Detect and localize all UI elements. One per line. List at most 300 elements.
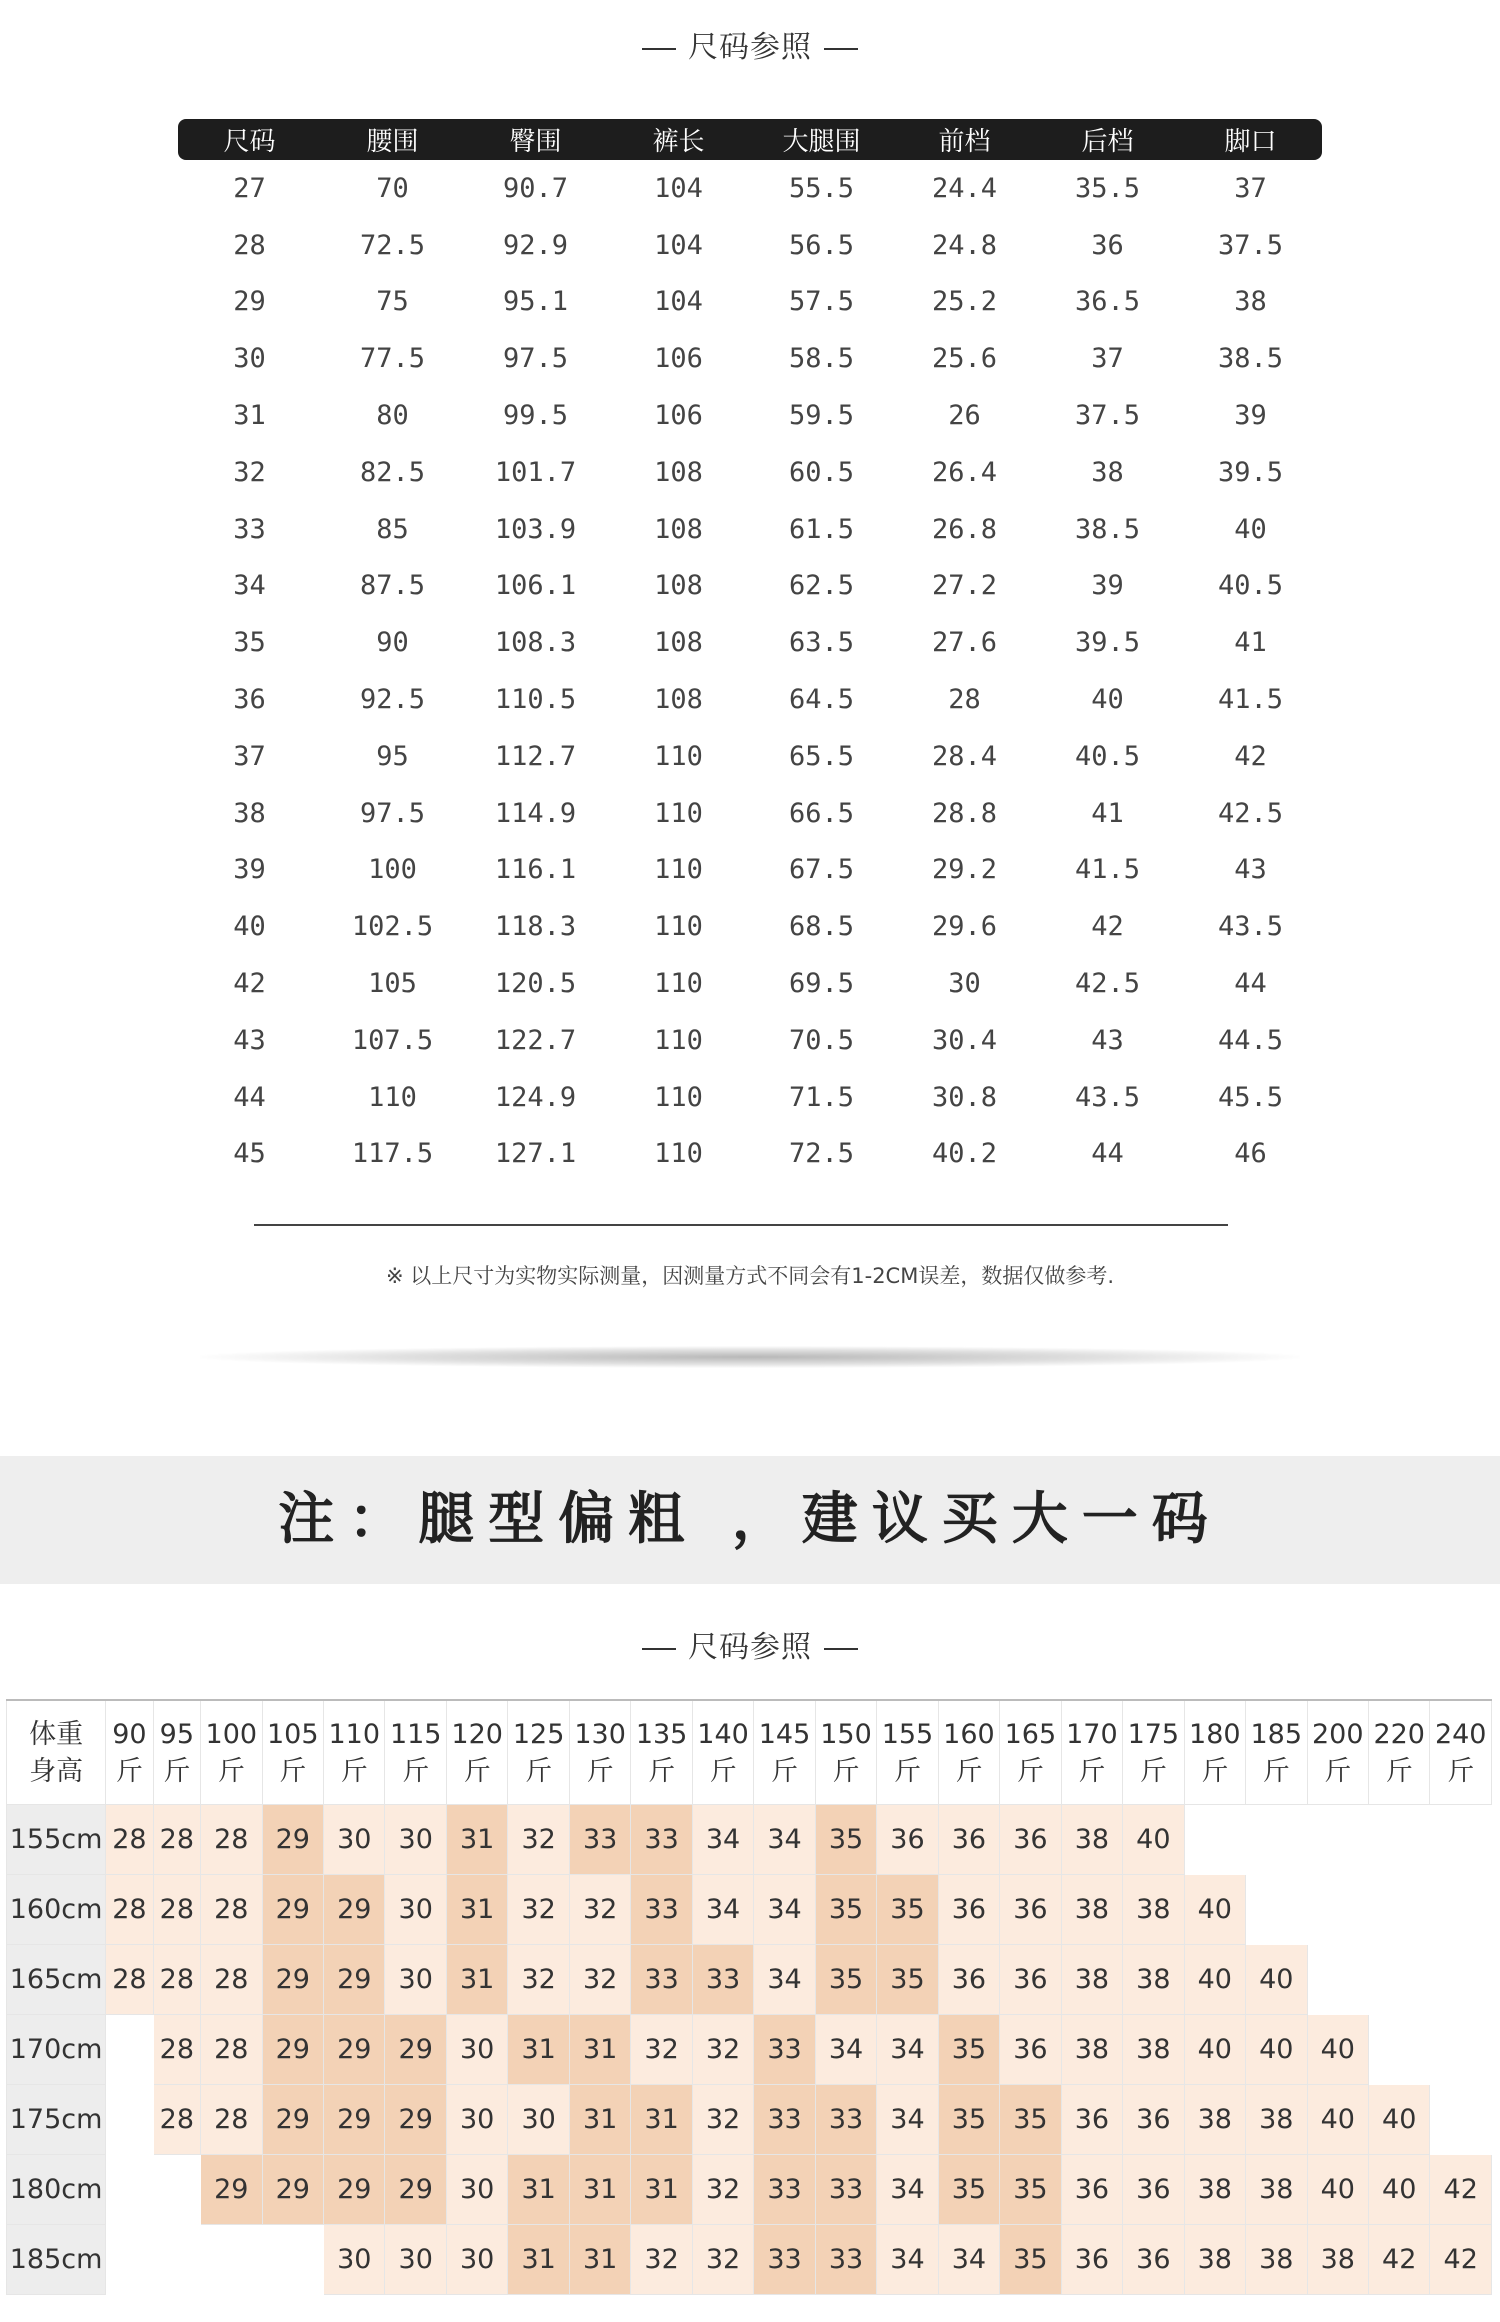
- size-cell: 28: [153, 1945, 200, 2015]
- size-cell: 30: [385, 1945, 446, 2015]
- table-row: [178, 728, 1322, 785]
- table-cell: 32: [233, 456, 266, 488]
- size-cell: 35: [938, 2085, 999, 2155]
- weight-value: 95: [159, 1718, 195, 1750]
- weight-value: 150: [820, 1718, 872, 1750]
- size-cell: 28: [106, 1875, 153, 1945]
- size-cell: 42: [1368, 2225, 1429, 2295]
- size-cell: [1368, 1945, 1429, 2015]
- size-cell: 29: [385, 2085, 446, 2155]
- table-cell: 97.5: [502, 343, 569, 375]
- title-dash-right: [824, 1648, 858, 1650]
- table-cell: 101.7: [494, 456, 577, 488]
- size-cell: 31: [508, 2155, 569, 2225]
- table-cell: 44: [1091, 1138, 1124, 1170]
- size-cell: [1430, 1945, 1492, 2015]
- table-cell: 77.5: [359, 343, 426, 375]
- table-cell: 69.5: [788, 968, 855, 1000]
- table-cell: 42.5: [1217, 797, 1284, 829]
- table-cell: 120.5: [494, 968, 577, 1000]
- size-cell: 32: [631, 2225, 692, 2295]
- size-cell: 38: [1061, 1805, 1122, 1875]
- size-cell: 31: [508, 2225, 569, 2295]
- weight-header: [1430, 1700, 1492, 1805]
- weight-header: [106, 1700, 153, 1805]
- measurement-note: ※ 以上尺寸为实物实际测量，因测量方式不同会有1-2CM误差，数据仅做参考.: [385, 1264, 1115, 1288]
- size-cell: 35: [1000, 2085, 1061, 2155]
- size-cell: 32: [508, 1945, 569, 2015]
- size-cell: 30: [446, 2225, 507, 2295]
- table-cell: 99.5: [502, 400, 569, 432]
- table-cell: 29: [233, 286, 266, 318]
- table-cell: 44: [233, 1081, 266, 1113]
- size-cell: 36: [1000, 1805, 1061, 1875]
- size-cell: 34: [754, 1805, 815, 1875]
- table-cell: 36.5: [1074, 286, 1141, 318]
- size-cell: [1430, 1805, 1492, 1875]
- table-cell: 41.5: [1217, 684, 1284, 716]
- size-cell: [106, 2225, 153, 2295]
- weight-unit: 斤: [1201, 1755, 1229, 1787]
- weight-unit: 斤: [1447, 1755, 1475, 1787]
- size-cell: 38: [1061, 1875, 1122, 1945]
- size-cell: [1307, 1875, 1368, 1945]
- size-table: [178, 119, 1322, 1182]
- table-cell: 60.5: [788, 456, 855, 488]
- table-cell: 108.3: [494, 627, 577, 659]
- table-cell: 92.9: [502, 229, 569, 261]
- table-cell: 72.5: [359, 229, 426, 261]
- table-cell: 67.5: [788, 854, 855, 886]
- table-cell: 102.5: [351, 911, 434, 943]
- weight-unit: 斤: [648, 1755, 676, 1787]
- size-cell: 38: [1246, 2155, 1307, 2225]
- size-cell: 38: [1184, 2085, 1245, 2155]
- size-cell: 34: [938, 2225, 999, 2295]
- table-cell: 108: [654, 627, 703, 659]
- size-cell: 36: [1123, 2225, 1184, 2295]
- column-header: 前档: [893, 119, 1036, 160]
- weight-unit: 斤: [1385, 1755, 1413, 1787]
- table-cell: 41: [1234, 627, 1267, 659]
- table-cell: 41: [1091, 797, 1124, 829]
- table-cell: 41.5: [1074, 854, 1141, 886]
- weight-header: [938, 1700, 999, 1805]
- table-cell: 100: [368, 854, 417, 886]
- table-cell: 40: [1091, 684, 1124, 716]
- title-dash-right: [824, 48, 858, 50]
- weight-value: 155: [881, 1718, 934, 1750]
- weight-header: [153, 1700, 200, 1805]
- table-row: [178, 444, 1322, 501]
- weight-value: 160: [943, 1718, 995, 1750]
- size-cell: 29: [262, 1945, 323, 2015]
- table-cell: 106.1: [494, 570, 577, 602]
- weight-value: 115: [389, 1718, 442, 1750]
- size-cell: 35: [1000, 2155, 1061, 2225]
- table-cell: 37: [1234, 172, 1267, 204]
- table-cell: 45: [233, 1138, 266, 1170]
- height-label: 160cm: [7, 1875, 106, 1945]
- size-cell: [1307, 1945, 1368, 2015]
- height-label: 180cm: [7, 2155, 106, 2225]
- size-cell: 35: [1000, 2225, 1061, 2295]
- table-cell: 43: [1091, 1024, 1124, 1056]
- weight-header: [877, 1700, 938, 1805]
- table-cell: 33: [233, 513, 266, 545]
- table-cell: 38.5: [1074, 513, 1141, 545]
- table-cell: 124.9: [494, 1081, 577, 1113]
- size-cell: [1430, 2015, 1492, 2085]
- size-cell: 31: [446, 1805, 507, 1875]
- table-cell: 30.4: [931, 1024, 998, 1056]
- table-cell: 105: [368, 968, 417, 1000]
- table-cell: 36: [233, 684, 266, 716]
- weight-header: [201, 1700, 262, 1805]
- table-cell: 122.7: [494, 1024, 577, 1056]
- size-cell: [262, 2225, 323, 2295]
- table-cell: 85: [376, 513, 409, 545]
- table-cell: 110: [368, 1081, 417, 1113]
- size-cell: 29: [324, 1875, 385, 1945]
- size-cell: 29: [262, 1805, 323, 1875]
- table-cell: 65.5: [788, 740, 855, 772]
- size-cell: 35: [815, 1805, 876, 1875]
- weight-value: 105: [267, 1718, 319, 1750]
- table-cell: 25.6: [931, 343, 998, 375]
- size-cell: [1184, 1805, 1245, 1875]
- size-cell: 30: [385, 1875, 446, 1945]
- weight-unit: 斤: [709, 1755, 737, 1787]
- size-cell: 33: [754, 2015, 815, 2085]
- size-cell: 29: [201, 2155, 262, 2225]
- table-cell: 25.2: [931, 286, 998, 318]
- table-cell: 68.5: [788, 911, 855, 943]
- size-cell: 31: [569, 2085, 630, 2155]
- corner-header: [7, 1700, 106, 1805]
- size-cell: 36: [938, 1805, 999, 1875]
- table-cell: 42: [233, 968, 266, 1000]
- size-cell: 31: [569, 2225, 630, 2295]
- size-cell: 32: [692, 2085, 753, 2155]
- size-cell: 29: [262, 2015, 323, 2085]
- column-header: 脚口: [1179, 119, 1322, 160]
- weight-header: [754, 1700, 815, 1805]
- weight-unit: 斤: [586, 1755, 614, 1787]
- weight-unit: 斤: [771, 1755, 799, 1787]
- size-cell: 42: [1430, 2155, 1492, 2225]
- table-row: [7, 2015, 1492, 2085]
- table-cell: 26: [948, 400, 981, 432]
- size-cell: 32: [569, 1875, 630, 1945]
- table-row: [178, 671, 1322, 728]
- size-cell: 33: [754, 2225, 815, 2295]
- table-cell: 40.2: [931, 1138, 998, 1170]
- weight-value: 130: [574, 1718, 626, 1750]
- size-cell: [153, 2225, 200, 2295]
- table-cell: 45.5: [1217, 1081, 1284, 1113]
- table-cell: 118.3: [494, 911, 577, 943]
- size-cell: 33: [631, 1875, 692, 1945]
- table-cell: 26.4: [931, 456, 998, 488]
- table-cell: 38: [1091, 456, 1124, 488]
- size-cell: 35: [815, 1945, 876, 2015]
- size-cell: [1246, 1875, 1307, 1945]
- size-cell: 30: [446, 2155, 507, 2225]
- size-cell: 38: [1123, 2015, 1184, 2085]
- size-cell: 38: [1123, 1945, 1184, 2015]
- section-title-bottom: [0, 1622, 1500, 1666]
- table-row: [178, 1012, 1322, 1069]
- weight-unit: 斤: [955, 1755, 983, 1787]
- table-cell: 90: [376, 627, 409, 659]
- table-cell: 43.5: [1217, 911, 1284, 943]
- table-cell: 108: [654, 570, 703, 602]
- table-cell: 75: [376, 286, 409, 318]
- size-cell: 33: [631, 1805, 692, 1875]
- table-cell: 110: [654, 854, 703, 886]
- table-cell: 40: [1234, 513, 1267, 545]
- table-cell: 40: [233, 911, 266, 943]
- size-cell: [1368, 2015, 1429, 2085]
- size-cell: 38: [1123, 1875, 1184, 1945]
- weight-unit: 斤: [463, 1755, 491, 1787]
- column-header: 尺码: [178, 119, 321, 160]
- weight-header: [324, 1700, 385, 1805]
- height-label: 155cm: [7, 1805, 106, 1875]
- table-row: [178, 330, 1322, 387]
- table-cell: 117.5: [351, 1138, 434, 1170]
- table-cell: 97.5: [359, 797, 426, 829]
- weight-value: 145: [758, 1718, 811, 1750]
- size-cell: 30: [385, 1805, 446, 1875]
- size-cell: 31: [569, 2015, 630, 2085]
- table-cell: 37: [1091, 343, 1124, 375]
- table-cell: 112.7: [494, 740, 577, 772]
- size-cell: 29: [324, 2015, 385, 2085]
- table-cell: 43: [233, 1024, 266, 1056]
- size-cell: [1430, 2085, 1492, 2155]
- table-cell: 95: [376, 740, 409, 772]
- size-cell: 30: [324, 2225, 385, 2295]
- table-row: [178, 785, 1322, 842]
- weight-unit: 斤: [340, 1755, 368, 1787]
- size-cell: 36: [1061, 2085, 1122, 2155]
- weight-value: 135: [635, 1718, 688, 1750]
- table-cell: 108: [654, 456, 703, 488]
- weight-value: 110: [328, 1718, 381, 1750]
- size-cell: 38: [1307, 2225, 1368, 2295]
- size-cell: 38: [1184, 2155, 1245, 2225]
- size-cell: 34: [754, 1875, 815, 1945]
- size-cell: 38: [1061, 1945, 1122, 2015]
- divider-line: [254, 1224, 1228, 1226]
- weight-value: 170: [1066, 1718, 1118, 1750]
- size-cell: 34: [815, 2015, 876, 2085]
- table-cell: 42: [1091, 911, 1124, 943]
- weight-header: [631, 1700, 692, 1805]
- size-cell: 30: [385, 2225, 446, 2295]
- table-row: [178, 1126, 1322, 1183]
- weight-header: [1246, 1700, 1307, 1805]
- table-cell: 44: [1234, 968, 1267, 1000]
- table-cell: 29.2: [931, 854, 998, 886]
- weight-header-row: [7, 1700, 1492, 1805]
- column-header: 裤长: [607, 119, 750, 160]
- weight-value: 175: [1127, 1718, 1180, 1750]
- table-cell: 43.5: [1074, 1081, 1141, 1113]
- column-header: 大腿围: [750, 119, 893, 160]
- size-cell: 29: [385, 2015, 446, 2085]
- weight-header: [385, 1700, 446, 1805]
- size-table-header: [178, 119, 1322, 160]
- height-weight-table: [6, 1699, 1492, 2295]
- size-cell: 40: [1123, 1805, 1184, 1875]
- table-cell: 57.5: [788, 286, 855, 318]
- table-cell: 29.6: [931, 911, 998, 943]
- table-cell: 34: [233, 570, 266, 602]
- weight-header: [1123, 1700, 1184, 1805]
- size-cell: 30: [508, 2085, 569, 2155]
- size-cell: 36: [938, 1875, 999, 1945]
- size-cell: 38: [1061, 2015, 1122, 2085]
- weight-unit: 斤: [402, 1755, 430, 1787]
- table-cell: 61.5: [788, 513, 855, 545]
- size-cell: 38: [1184, 2225, 1245, 2295]
- table-cell: 107.5: [351, 1024, 434, 1056]
- size-cell: 28: [153, 2085, 200, 2155]
- table-row: [178, 274, 1322, 331]
- table-cell: 70.5: [788, 1024, 855, 1056]
- table-row: [7, 1945, 1492, 2015]
- table-cell: 39: [1234, 400, 1267, 432]
- size-cell: 28: [106, 1945, 153, 2015]
- table-cell: 110: [654, 1081, 703, 1113]
- table-cell: 44.5: [1217, 1024, 1284, 1056]
- table-cell: 43: [1234, 854, 1267, 886]
- size-cell: 28: [201, 1945, 262, 2015]
- table-cell: 46: [1234, 1138, 1267, 1170]
- weight-header: [815, 1700, 876, 1805]
- table-row: [178, 842, 1322, 899]
- weight-header: [446, 1700, 507, 1805]
- size-cell: 30: [446, 2085, 507, 2155]
- table-cell: 38.5: [1217, 343, 1284, 375]
- table-row: [7, 1875, 1492, 1945]
- size-cell: 28: [201, 2085, 262, 2155]
- size-cell: 40: [1307, 2085, 1368, 2155]
- table-cell: 37.5: [1217, 229, 1284, 261]
- column-header: 腰围: [321, 119, 464, 160]
- size-cell: 32: [508, 1805, 569, 1875]
- table-cell: 59.5: [788, 400, 855, 432]
- size-cell: 30: [324, 1805, 385, 1875]
- size-cell: 33: [631, 1945, 692, 2015]
- size-cell: 31: [631, 2155, 692, 2225]
- size-cell: 36: [1061, 2225, 1122, 2295]
- size-cell: 40: [1246, 2015, 1307, 2085]
- size-cell: 34: [692, 1875, 753, 1945]
- size-cell: 36: [1000, 1875, 1061, 1945]
- height-label: 165cm: [7, 1945, 106, 2015]
- weight-unit: 斤: [163, 1755, 191, 1787]
- table-cell: 92.5: [359, 684, 426, 716]
- size-cell: 32: [631, 2015, 692, 2085]
- table-cell: 39: [233, 854, 266, 886]
- table-cell: 114.9: [494, 797, 577, 829]
- size-cell: 29: [324, 1945, 385, 2015]
- title-dash-left: [642, 1648, 676, 1650]
- size-cell: 28: [201, 1805, 262, 1875]
- size-cell: [1430, 1875, 1492, 1945]
- table-cell: 40.5: [1217, 570, 1284, 602]
- weight-value: 200: [1311, 1718, 1364, 1750]
- size-cell: [1307, 1805, 1368, 1875]
- table-row: [7, 2155, 1492, 2225]
- size-cell: 38: [1246, 2085, 1307, 2155]
- table-cell: 66.5: [788, 797, 855, 829]
- size-cell: [106, 2015, 153, 2085]
- weight-header: [1368, 1700, 1429, 1805]
- table-cell: 27.2: [931, 570, 998, 602]
- table-cell: 24.4: [931, 172, 998, 204]
- table-cell: 104: [654, 229, 703, 261]
- weight-unit: 斤: [217, 1755, 245, 1787]
- table-cell: 110: [654, 968, 703, 1000]
- table-cell: 95.1: [502, 286, 569, 318]
- size-cell: 36: [1000, 2015, 1061, 2085]
- size-cell: 34: [877, 2225, 938, 2295]
- size-cell: 35: [877, 1945, 938, 2015]
- size-cell: 29: [385, 2155, 446, 2225]
- weight-unit: 斤: [1139, 1755, 1167, 1787]
- table-cell: 108: [654, 513, 703, 545]
- column-header: 后档: [1036, 119, 1179, 160]
- size-cell: 33: [754, 2085, 815, 2155]
- table-cell: 26.8: [931, 513, 998, 545]
- table-row: [178, 1069, 1322, 1126]
- size-cell: 28: [201, 2015, 262, 2085]
- size-cell: 40: [1307, 2155, 1368, 2225]
- table-cell: 36: [1091, 229, 1124, 261]
- table-cell: 28.8: [931, 797, 998, 829]
- size-cell: 33: [754, 2155, 815, 2225]
- weight-header: [1184, 1700, 1245, 1805]
- section-title-text: 尺码参照: [688, 30, 812, 65]
- size-cell: 36: [1123, 2155, 1184, 2225]
- size-cell: [1368, 1875, 1429, 1945]
- weight-value: 90: [112, 1718, 147, 1750]
- size-cell: 40: [1368, 2085, 1429, 2155]
- height-label: 175cm: [7, 2085, 106, 2155]
- table-row: [178, 501, 1322, 558]
- table-cell: 64.5: [788, 684, 855, 716]
- weight-value: 140: [697, 1718, 749, 1750]
- table-row: [178, 217, 1322, 274]
- table-cell: 39: [1091, 570, 1124, 602]
- table-row: [7, 2085, 1492, 2155]
- size-cell: [1246, 1805, 1307, 1875]
- size-cell: 33: [569, 1805, 630, 1875]
- weight-header: [569, 1700, 630, 1805]
- size-cell: 40: [1184, 2015, 1245, 2085]
- size-cell: 33: [815, 2155, 876, 2225]
- size-cell: 29: [262, 1875, 323, 1945]
- size-cell: 28: [201, 1875, 262, 1945]
- size-cell: 29: [324, 2085, 385, 2155]
- table-cell: 116.1: [494, 854, 577, 886]
- height-label: 185cm: [7, 2225, 106, 2295]
